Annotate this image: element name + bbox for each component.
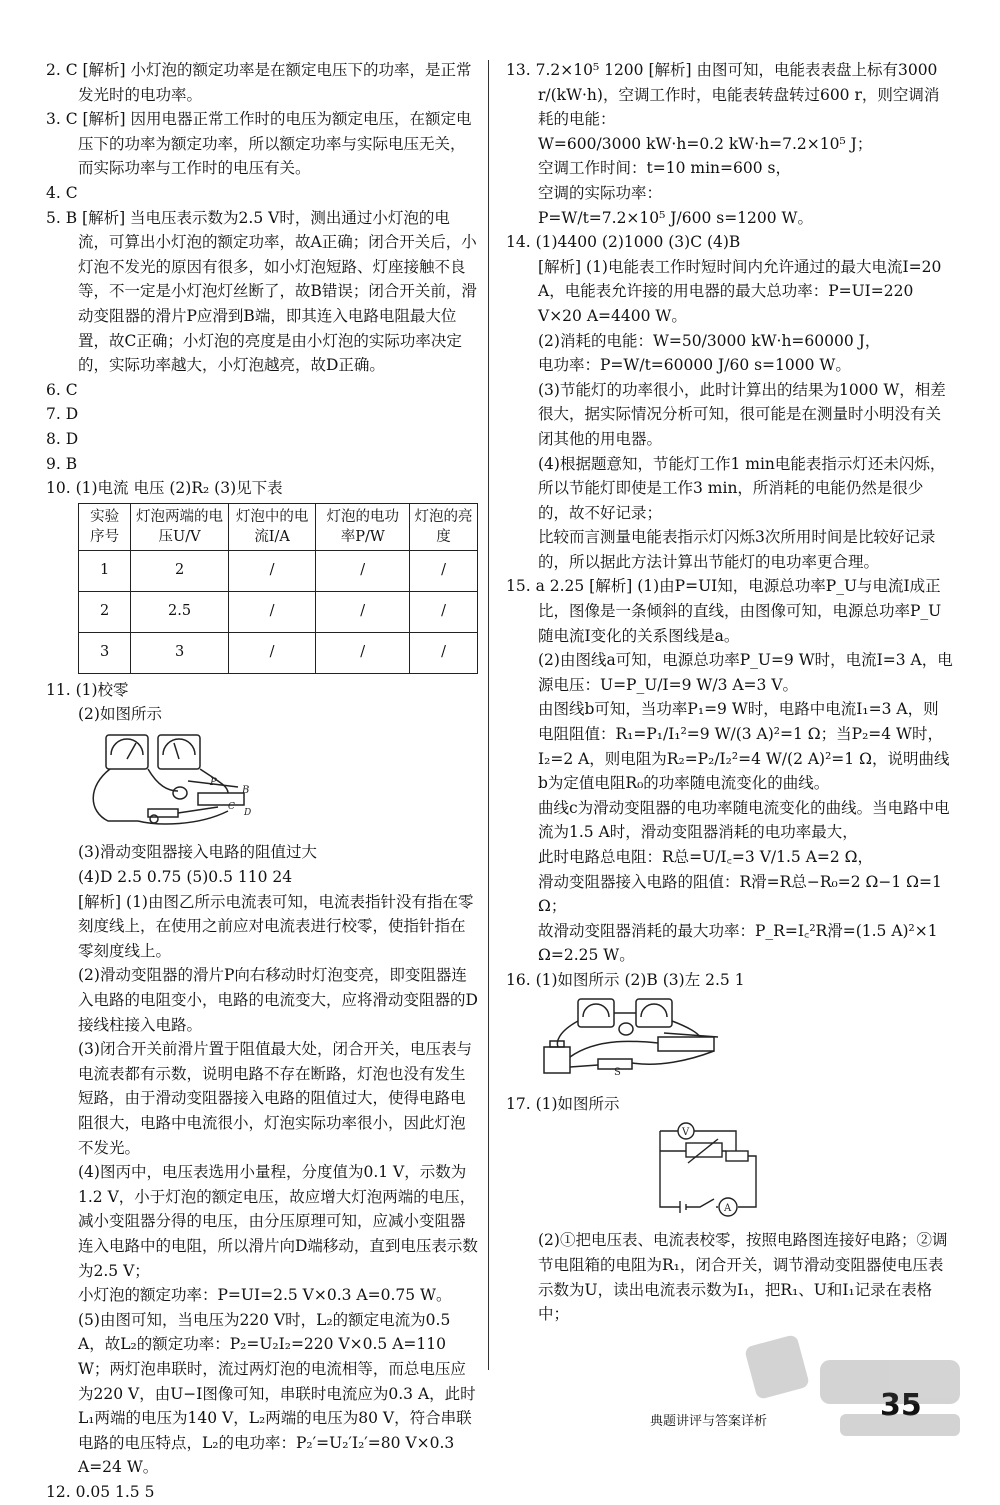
table-header: 灯泡的电功率P/W [316,503,410,550]
answer-11-part1: 11. (1)校零 [46,680,129,699]
label-c: C [228,801,235,812]
analysis-11-2: (2)滑动变阻器的滑片P向右移动时灯泡变亮，即变阻器连入电路的电阻变小，电路的电流变大，应将滑动变阻器的D接线柱接入电路。 [78,966,478,1034]
answer-10: 10. (1)电流 电压 (2)R₂ (3)见下表 [46,479,283,498]
answer-9: 9. B [46,454,78,473]
analysis-15-6: 故滑动变阻器消耗的最大功率：P_R=I꜀²R滑=(1.5 A)²×1 Ω=2.25 W。 [538,921,938,965]
experiment-table [78,503,478,674]
column-divider [488,60,489,1370]
table-cell: / [410,632,478,673]
analysis-15-3: 曲线c为滑动变阻器的电功率随电流变化的曲线。当电路中电流为1.5 A时，滑动变阻器消耗的电功率最大， [538,798,950,842]
analysis-15-2: 由图线b可知，当功率P₁=9 W时，电路中电流I₁=3 A，则电阻阻值：R₁=P₁/I₁²=9 W/(3 A)²=1 Ω；当P₂=4 W时，I₂=2 A，则电阻为R₂=P₂/I₂²=4 W/(2 A)²=1 Ω，说明曲线b为定值电阻R₀的功率随电流变化的曲线。 [538,700,950,793]
table-header-row [79,503,478,550]
table-header: 灯泡两端的电压U/V [131,503,229,550]
answer-8: 8. D [46,429,79,448]
analysis-11-4: (4)图丙中，电压表选用小量程，分度值为0.1 V，示数为1.2 V，小于灯泡的额定电压，故应增大灯泡两端的电压，减小变阻器分得的电压，由分压原理可知，应减小变阻器连入电路中的电阻，所以滑片向D端移动，直到电压表示数为2.5 V； [78,1163,478,1280]
answer-13-time: 空调工作时间：t=10 min=600 s， [538,159,791,178]
analysis-15-4: 此时电路总电阻：R总=U/I꜀=3 V/1.5 A=2 Ω， [538,848,874,866]
analysis-11-5: 小灯泡的额定功率：P=UI=2.5 V×0.3 A=0.75 W。 [78,1286,452,1305]
table-cell: / [316,632,410,673]
answer-13: 13. 7.2×10⁵ 1200 [解析] 由图可知，电能表表盘上标有3000 r/(kW·h)，空调工作时，电能表转盘转过600 r，则空调消耗的电能： [506,61,940,129]
table-cell: 3 [79,632,131,673]
circuit-diagram-16 [538,997,738,1081]
table-cell: / [316,591,410,632]
analysis-11-3: (3)闭合开关前滑片置于阻值最大处，闭合开关，电压表与电流表都有示数，说明电路不存在断路，灯泡也没有发生短路，由于滑动变阻器接入电路的阻值过大，使得电路电阻很大，电路中电流很小，灯泡实际功率很小，因此灯泡不发光。 [78,1040,472,1157]
table-header: 灯泡的亮度 [410,503,478,550]
answer-7: 7. D [46,405,79,424]
ammeter-label: A [724,1202,732,1214]
answer-13-energy: W=600/3000 kW·h=0.2 kW·h=7.2×10⁵ J； [538,134,873,153]
analysis-15-1: (2)由图线a可知，电源总功率P_U=9 W时，电流I=3 A，电源电压：U=P_U/I=9 W/3 A=3 V。 [538,651,953,694]
answer-13-power-label: 空调的实际功率： [538,183,663,202]
analysis-11-1: [解析] (1)由图乙所示电流表可知，电流表指针没有指在零刻度线上，在使用之前应对电流表进行校零，使指针指在零刻度线上。 [78,892,474,960]
answer-14: 14. (1)4400 (2)1000 (3)C (4)B [506,233,741,252]
table-cell: 2.5 [131,591,229,632]
answer-16: 16. (1)如图所示 (2)B (3)左 2.5 1 [506,970,745,989]
analysis-11-6: (5)由图可知，当电压为220 V时，L₂的额定电流为0.5 A，故L₂的额定功率：P₂=U₂I₂=220 V×0.5 A=110 W；两灯泡串联时，流过两灯泡的电流相等，而总电压应为220 V，由U−I图像可知，串联时电流应为0.3 A，此时L₁两端的电压为140 V，L₂两端的电压为80 V，符合串联电路的电压特点，L₂的电功率：P₂′=U₂′I₂′=80 V×0.3 A=24 W。 [78,1310,476,1477]
answer-4: 4. C [46,183,78,202]
answer-11-part3: (3)滑动变阻器接入电路的阻值过大 [78,843,317,862]
voltmeter-label: V [682,1126,690,1138]
table-cell: / [228,550,316,591]
table-header: 实验序号 [79,503,131,550]
table-cell: 3 [131,632,229,673]
answer-6: 6. C [46,380,78,399]
answer-17: 17. (1)如图所示 [506,1095,620,1114]
answer-17-steps: (2)①把电压表、电流表校零，按照电路图连接好电路；②调节电阻箱的电阻为R₁，闭合开关，调节滑动变阻器使电压表示数为U，读出电流表示数为I₁，把R₁、U和I₁记录在表格中； [538,1231,948,1324]
analysis-14-1: [解析] (1)电能表工作时短时间内允许通过的最大电流I=20 A，电能表允许接的用电器的最大总功率：P=UI=220 V×20 A=4400 W。 [538,257,942,325]
page-number: 35 [880,1388,922,1423]
analysis-14-6: 比较而言测量电能表指示灯闪烁3次所用时间是比较好记录的，所以据此方法计算出节能灯的电功率更合理。 [538,528,936,571]
answer-12: 12. 0.05 1.5 5 [46,1482,155,1501]
left-column [46,58,478,1505]
table-header: 灯泡中的电流I/A [228,503,316,550]
table-row [79,632,478,673]
label-b: B [242,784,250,796]
answer-2: 2. C [解析] 小灯泡的额定功率是在额定电压下的功率，是正常发光时的电功率。 [46,61,472,104]
label-d: D [244,807,252,818]
answer-13-power: P=W/t=7.2×10⁵ J/600 s=1200 W。 [538,208,813,227]
watermark-logo [740,1330,980,1450]
table-cell: / [228,591,316,632]
answer-15: 15. a 2.25 [解析] (1)由P=UI知，电源总功率P_U与电流I成正比，图像是一条倾斜的直线，由图像可知，电源总功率P_U随电流I变化的关系图线是a。 [506,577,942,645]
circuit-diagram-17 [656,1121,766,1217]
table-cell: / [410,591,478,632]
table-cell: / [228,632,316,673]
table-row [79,550,478,591]
label-p: P [210,776,217,788]
table-row [79,591,478,632]
table-cell: 1 [79,550,131,591]
label-s: S [614,1066,621,1078]
answer-11-part4: (4)D 2.5 0.75 (5)0.5 110 24 [78,868,293,887]
analysis-14-5: (4)根据题意知，节能灯工作1 min电能表指示灯还未闪烁，所以节能灯即使是工作3 min，所消耗的电能仍然是很少的，故不好记录； [538,454,946,522]
answer-11-part2: (2)如图所示 [78,705,162,724]
answer-3: 3. C [解析] 因用电器正常工作时的电压为额定电压，在额定电压下的功率为额定功率，所以额定功率与实际电压无关，而实际功率与工作时的电压有关。 [46,110,472,178]
analysis-14-2: (2)消耗的电能：W=50/3000 kW·h=60000 J， [538,331,881,350]
analysis-14-4: (3)节能灯的功率很小，此时计算出的结果为1000 W，相差很大，据实际情况分析可知，很可能是在测量时小明没有关闭其他的用电器。 [538,380,946,448]
footer-text: 典题讲评与答案详析 [650,1414,768,1429]
table-cell: 2 [131,550,229,591]
answer-5: 5. B [解析] 当电压表示数为2.5 V时，测出通过小灯泡的电流，可算出小灯泡的额定功率，故A正确；闭合开关后，小灯泡不发光的原因有很多，如小灯泡短路、灯座接触不良等，不一定是小灯泡灯丝断了，故B错误；闭合开关前，滑动变阻器的滑片P应滑到B端，即其连入电路电阻最大位置，故C正确；小灯泡的亮度是由小灯泡的实际功率决定的，实际功率越大，小灯泡越亮，故D正确。 [46,208,477,375]
analysis-15-5: 滑动变阻器接入电路的阻值：R滑=R总−R₀=2 Ω−1 Ω=1 Ω； [538,872,942,916]
table-cell: 2 [79,591,131,632]
table-cell: / [410,550,478,591]
analysis-14-3: 电功率：P=W/t=60000 J/60 s=1000 W。 [538,356,851,375]
circuit-diagram-11 [78,731,278,829]
right-column [506,58,954,1327]
table-cell: / [316,550,410,591]
